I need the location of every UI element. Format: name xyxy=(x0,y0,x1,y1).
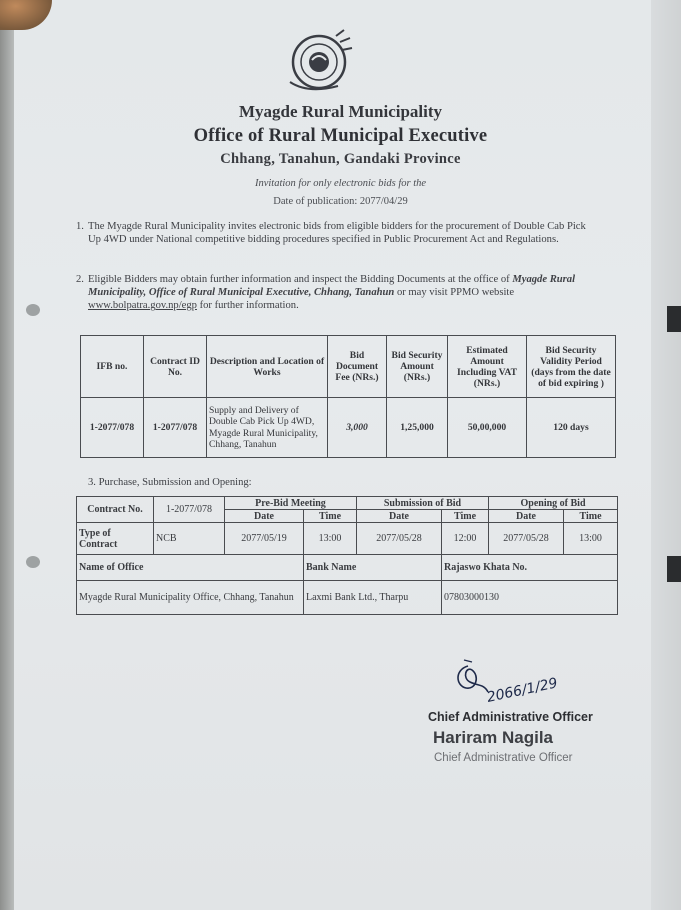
municipality-logo-icon xyxy=(278,22,360,104)
submission-time: 12:00 xyxy=(442,523,489,555)
schedule-header-row-1 xyxy=(77,497,618,510)
submission-label: Submission of Bid xyxy=(357,497,489,510)
office-values-row xyxy=(77,581,618,615)
submission-time-label: Time xyxy=(442,510,489,523)
type-of-contract-label: Type of Contract xyxy=(77,523,154,555)
contract-no-value: 1-2077/078 xyxy=(154,497,225,523)
bank-name-label: Bank Name xyxy=(304,555,442,581)
opening-date-label: Date xyxy=(489,510,564,523)
prebid-meeting-label: Pre-Bid Meeting xyxy=(225,497,357,510)
bid-details-table xyxy=(80,335,616,458)
cell-contract-id: 1-2077/078 xyxy=(144,398,207,458)
section-3-number: 3. xyxy=(88,477,96,488)
khata-no-label: Rajaswo Khata No. xyxy=(442,555,618,581)
header-security-amount: Bid Security Amount (NRs.) xyxy=(387,336,448,398)
publication-date: Date of publication: 2077/04/29 xyxy=(273,196,408,207)
prebid-date: 2077/05/19 xyxy=(225,523,304,555)
office-value: Myagde Rural Municipality Office, Chhang, Tanahun xyxy=(77,581,304,615)
bank-value: Laxmi Bank Ltd., Tharpu xyxy=(304,581,442,615)
invitation-line: Invitation for only electronic bids for the xyxy=(254,178,427,189)
paragraph-2-number: 2. xyxy=(76,274,84,285)
office-header-row xyxy=(77,555,618,581)
paragraph-2-text-d: for further information. xyxy=(196,300,299,312)
header-contract-id: Contract ID No. xyxy=(144,336,207,398)
paragraph-2-text-a: Eligible Bidders may obtain further information and inspect the Bidding Documents at the office of xyxy=(88,274,513,285)
punch-hole-top xyxy=(26,304,40,316)
punch-hole-bottom xyxy=(26,556,40,568)
signatory-stamp-title: Chief Administrative Officer xyxy=(434,752,573,764)
bid-table-header-row xyxy=(81,336,616,398)
schedule-table xyxy=(76,496,618,615)
office-name: Office of Rural Municipal Executive xyxy=(193,126,488,146)
section-3-heading xyxy=(88,477,252,488)
cell-document-fee: 3,000 xyxy=(328,398,387,458)
paragraph-1-number: 1. xyxy=(76,221,84,232)
handwritten-date: 2066/1/29 xyxy=(485,675,560,706)
office-name-label: Name of Office xyxy=(77,555,304,581)
opening-date: 2077/05/28 xyxy=(489,523,564,555)
cell-estimated-amount: 50,00,000 xyxy=(448,398,527,458)
binder-clip-top xyxy=(667,306,681,332)
paragraph-2-text-c: or may visit PPMO website xyxy=(394,287,515,299)
submission-date-label: Date xyxy=(357,510,442,523)
header-description: Description and Location of Works xyxy=(207,336,328,398)
contract-no-label: Contract No. xyxy=(77,497,154,523)
signatory-name: Hariram Nagila xyxy=(433,728,553,747)
header-document-fee: Bid Document Fee (NRs.) xyxy=(328,336,387,398)
submission-date: 2077/05/28 xyxy=(357,523,442,555)
paragraph-2-office-emphasis: Myagde Rural Municipality, Office of Rural Municipal Executive, Chhang, Tanahun xyxy=(88,274,576,299)
schedule-values-row xyxy=(77,523,618,555)
cell-ifb-no: 1-2077/078 xyxy=(81,398,144,458)
khata-value: 07803000130 xyxy=(442,581,618,615)
prebid-time-label: Time xyxy=(304,510,357,523)
signatory-title: Chief Administrative Officer xyxy=(428,710,593,724)
opening-time: 13:00 xyxy=(564,523,618,555)
office-address: Chhang, Tanahun, Gandaki Province xyxy=(220,151,461,167)
header-validity-period: Bid Security Validity Period (days from the date of bid expiring ) xyxy=(527,336,616,398)
section-3-text: Purchase, Submission and Opening: xyxy=(98,477,252,488)
cell-validity-period: 120 days xyxy=(527,398,616,458)
cell-security-amount: 1,25,000 xyxy=(387,398,448,458)
bid-table-row xyxy=(81,398,616,458)
cell-description: Supply and Delivery of Double Cab Pick Up 4WD, Myagde Rural Municipality, Chhang, Tanahun xyxy=(207,398,328,458)
header-estimated-amount: Estimated Amount Including VAT (NRs.) xyxy=(448,336,527,398)
prebid-time: 13:00 xyxy=(304,523,357,555)
paragraph-1-text: The Myagde Rural Municipality invites electronic bids from eligible bidders for the procurement of Double Cab Pick Up 4WD under National competitive bidding procedures specified in Public Procurement Act and Regulations. xyxy=(88,221,586,246)
paragraph-2 xyxy=(76,273,596,313)
binder-clip-bottom xyxy=(667,556,681,582)
opening-time-label: Time xyxy=(564,510,618,523)
header-ifb-no: IFB no. xyxy=(81,336,144,398)
prebid-date-label: Date xyxy=(225,510,304,523)
paragraph-1 xyxy=(76,220,596,246)
handwritten-signature-icon xyxy=(450,656,590,712)
ppmo-website-link[interactable]: www.bolpatra.gov.np/egp xyxy=(88,300,197,312)
type-of-contract-value: NCB xyxy=(154,523,225,555)
opening-label: Opening of Bid xyxy=(489,497,618,510)
org-name: Myagde Rural Municipality xyxy=(238,102,443,121)
